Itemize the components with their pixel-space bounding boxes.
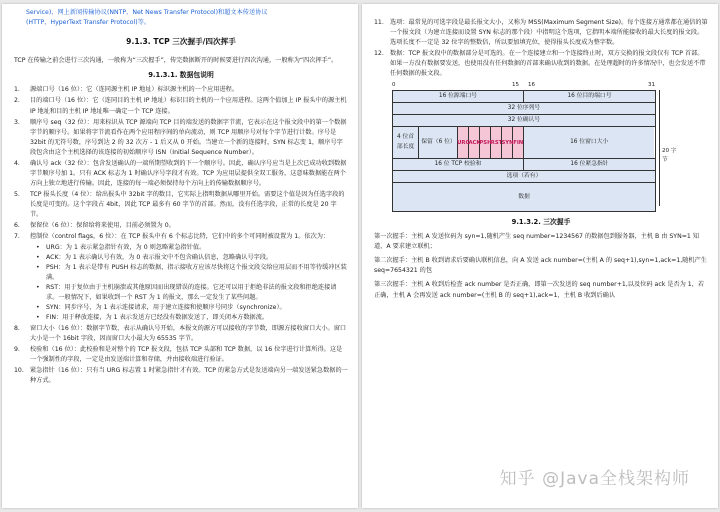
list-item <box>14 118 348 158</box>
item-number: 4. <box>14 159 20 167</box>
list-item <box>14 96 348 116</box>
handshake-intro-paragraph: TCP 在传输之前会进行三次沟通，一般称为“三次握手”，传完数据断开的时候要进行四次沟通，一般称为“四次挥手”。 <box>14 57 338 65</box>
header-size-label: 20 字节 <box>662 148 677 164</box>
header-length-cell: 4 位首部长度 <box>393 127 419 158</box>
table-row <box>393 91 655 103</box>
table-row <box>393 159 655 171</box>
src-port-cell: 16 位源端口号 <box>393 91 524 102</box>
dst-port-cell: 16 位目的端口号 <box>524 91 655 102</box>
flag-item-psh: • PSH：为 1 表示是带有 PUSH 标志的数据，指示接收方应该尽快将这个报文段交给应用层而不用等待缓冲区装满。 <box>36 263 348 283</box>
item-number: 12. <box>374 50 384 58</box>
item-number: 2. <box>14 97 20 105</box>
options-cell: 选项（若有） <box>393 171 655 182</box>
table-row <box>393 103 655 115</box>
header-table <box>392 90 656 212</box>
field-list-continued <box>14 324 348 386</box>
bit-label-16: 16 <box>528 82 535 89</box>
item-text: 顺序号 seq（32 位）：用来标识从 TCP 源端向 TCP 目的端发送的数据字节流，它表示在这个报文段中的第一个数据字节的顺序号。如果将字节流看作在两个应用程序间的单向流动，则 TCP 用顺序号对每个字节进行计数。序号是 32bit 的无符号数，序号到达 2 的 32 次方 - 1 后又从 0 开始。当建立一个新的连接时，SYN 标志变 1，顺序号字段包含由这个主机选择的该连接的初始顺序号 ISN（Initial Sequence Number）。 <box>30 118 347 156</box>
item-text: 选项：最常见的可选字段是最长报文大小，又称为 MSS(Maximum Segment Size)。每个连接方通常都在通信的第一个报文段（为建立连接而设置 SYN 标志的那个段）中指明这个选项，它指明本端所能接收的最大长度的报文段。选项长度不一定是 32 位字的整数倍，所以要加填充位，使得报头长度成为整字数。 <box>390 19 708 47</box>
item-text: TCP 报头长度（4 位）：给出报头中 32bit 字的数目，它实际上指明数据从哪里开始。需要这个值是因为任选字段的长度是可变的。这个字段占 4bit，因此 TCP 最多有 60 字节的首部。然而，没有任选字段，正常的长度是 20 字节。 <box>30 190 345 218</box>
flag-syn-cell: SYN <box>502 127 513 158</box>
handshake-step-1: 第一次握手：主机 A 发送位码为 syn=1,随机产生 seq number=1234567 的数据包到服务器，主机 B 由 SYN=1 知道，A 要求建立联机； <box>374 233 699 251</box>
flag-item-ack: • ACK：为 1 表示确认号有效，为 0 表示报文中不包含确认信息，忽略确认号字段。 <box>36 253 348 263</box>
item-number: 11. <box>374 19 384 26</box>
list-item <box>14 232 348 242</box>
item-text: 控制位（control flags，6 位）：在 TCP 报头中有 6 个标志比特，它们中的多个可同时被设置为 1。依次为： <box>30 233 330 241</box>
flag-ack-cell: ACK <box>469 127 480 158</box>
flag-urg-cell: URG <box>458 127 469 158</box>
item-number: 3. <box>14 118 20 126</box>
section-heading-9132: 9.1.3.2. 三次握手 <box>511 218 571 227</box>
table-row <box>393 115 655 127</box>
list-item <box>14 366 348 386</box>
flag-item-urg: • URG：为 1 表示紧急指针有效，为 0 则忽略紧急指针值。 <box>36 243 348 253</box>
item-number: 6. <box>14 222 20 230</box>
urgent-pointer-cell: 16 位紧急指针 <box>524 159 655 170</box>
flag-item-syn: • SYN：同步序号，为 1 表示连接请求，用于建立连接和使顺序号同步（synchronize）。 <box>36 303 348 313</box>
bit-label-31: 31 <box>648 82 655 89</box>
list-item <box>14 190 348 220</box>
item-number: 1. <box>14 86 20 94</box>
item-number: 10. <box>14 366 24 374</box>
bit-ruler <box>392 81 656 89</box>
document-page-left <box>2 4 358 508</box>
list-item <box>14 159 348 189</box>
bit-label-15: 15 <box>512 82 519 89</box>
table-row <box>393 127 655 159</box>
field-list-right <box>374 18 708 79</box>
flag-item-rst: • RST：用于复位由于主机崩溃或其他原因而出现错误的连接。它还可以用于拒绝非法的报文段和拒绝连接请求。一般情况下，如果收到一个 RST 为 1 的报文，那么一定发生了某些问题。 <box>36 283 348 303</box>
data-cell: 数据 <box>393 183 655 211</box>
item-text: 目的端口号（16 位）：它（连同目的主机 IP 地址）标识目的主机的一个应用进程。这两个值加上 IP 报头中的源主机 IP 地址和目的主机 IP 地址唯一确定一个 TCP 连接。 <box>30 97 347 115</box>
reserved-cell: 保留（6 位） <box>419 127 458 158</box>
control-flags-list <box>14 243 348 323</box>
zhihu-watermark: 知乎 @Java全栈架构师 <box>499 469 690 490</box>
item-text: 窗口大小（16 位）：数据字节数，表示从确认号开始，本报文的源方可以接收的字节数，即源方接收窗口大小。窗口大小是一个 16bit 字段，因而窗口大小最大为 65535 字节。 <box>30 324 347 342</box>
handshake-step-3: 第三次握手：主机 A 收到后检查 ack number 是否正确，即第一次发送的 seq number+1,以及位码 ack 是否为 1，若正确，主机 A 会再发送 ack number=(主机 B 的 seq+1),ack=1，主机 B 收到后确认 <box>374 281 705 299</box>
intro-line-b: (HTTP，HyperText Transfer Protocol)等。 <box>26 19 151 27</box>
document-page-right <box>362 4 718 508</box>
seq-cell: 32 位序列号 <box>393 103 655 114</box>
ack-cell: 32 位确认号 <box>393 115 655 126</box>
list-item <box>14 345 348 365</box>
list-item <box>14 221 348 231</box>
item-number: 8. <box>14 324 20 332</box>
flag-item-fin: • FIN：用于释放连接，为 1 表示发送方已经没有数据发送了，即关闭本方数据流。 <box>36 313 348 323</box>
tcp-header-diagram <box>380 81 680 213</box>
item-number: 5. <box>14 190 20 198</box>
list-item <box>374 49 708 79</box>
item-number: 7. <box>14 233 20 241</box>
header-length-bracket <box>659 90 660 206</box>
flag-fin-cell: FIN <box>513 127 523 158</box>
item-text: 紧急指针（16 位）：只有当 URG 标志置 1 时紧急指针才有效。TCP 的紧急方式是发送端向另一端发送紧急数据的一种方式。 <box>30 366 348 384</box>
list-item <box>14 85 348 95</box>
item-text: 保留位（6 位）：保留给将来使用，目前必须置为 0。 <box>30 222 175 230</box>
item-text: 源端口号（16 位）：它（连同源主机 IP 地址）标识源主机的一个应用进程。 <box>30 86 239 94</box>
flag-rst-cell: RST <box>491 127 502 158</box>
flag-psh-cell: PSH <box>480 127 491 158</box>
item-text: 确认号 ack（32 位）：包含发送确认的一端所期望收到的下一个顺序号。因此，确认序号应当是上次已成功收到数据字节顺序号加 1。只有 ACK 标志为 1 时确认序号字段才有效。TCP 为应用层提供全双工服务，这意味数据能在两个方向上独立地进行传输。因此，连接的每一端必须保持每个方向上的传输数据顺序号。 <box>30 159 347 187</box>
section-heading-9131: 9.1.3.1. 数据包说明 <box>148 71 214 80</box>
item-number: 9. <box>14 345 20 353</box>
item-text: 校验和（16 位）：此校验和是对整个的 TCP 报文段，包括 TCP 头部和 TCP 数据，以 16 位字进行计算所得。这是一个强制性的字段，一定是由发送端计算和存储，并由接收端进行验证。 <box>30 345 343 363</box>
list-item <box>374 18 708 48</box>
bit-label-0: 0 <box>392 82 396 89</box>
handshake-step-2: 第二次握手：主机 B 收到请求后要确认联机信息，向 A 发送 ack number=(主机 A 的 seq+1),syn=1,ack=1,随机产生 seq=7654321 的包 <box>374 257 707 275</box>
checksum-cell: 16 位 TCP 校验和 <box>393 159 524 170</box>
table-row <box>393 171 655 183</box>
section-heading-913: 9.1.3. TCP 三次握手/四次挥手 <box>126 37 236 47</box>
intro-line-a: Service)、网上新闻传输协议(NNTP，Net News Transfer Protocol)和超文本传送协议 <box>26 9 268 16</box>
window-cell: 16 位窗口大小 <box>524 127 654 158</box>
field-list <box>14 85 348 242</box>
table-row <box>393 183 655 211</box>
item-text: 数据：TCP 报文段中的数据部分是可选的。在一个连接建立和一个连接终止时，双方交换的报文段仅有 TCP 首部。如果一方没有数据要发送，也使用没有任何数据的首部来确认收到的数据。在处理超时的许多情况中，也会发送不带任何数据的报文段。 <box>390 50 706 78</box>
list-item <box>14 324 348 344</box>
